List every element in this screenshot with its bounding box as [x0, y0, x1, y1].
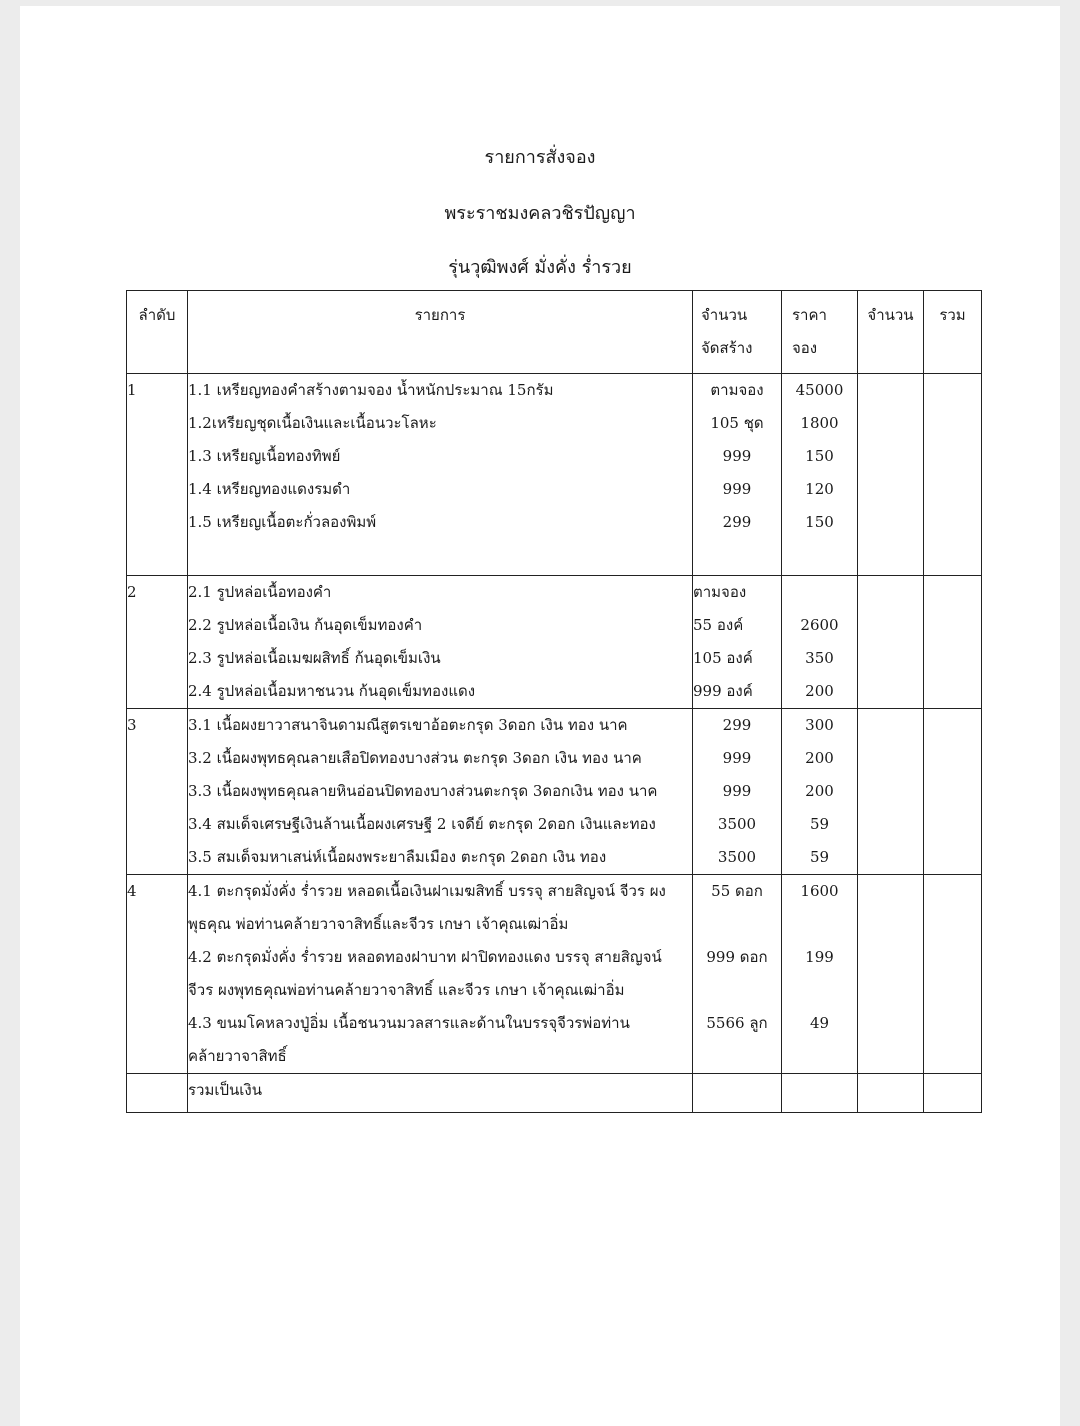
group-price: 300 200 200 59 59 — [782, 709, 858, 875]
list-item: 3.2 เนื้อผงพุทธคุณลายเสือปิดทองบางส่วน ตะกรุด 3ดอก เงิน ทอง นาค — [188, 749, 642, 767]
list-item: 4.3 ขนมโคหลวงปู่อิ่ม เนื้อชนวนมวลสารและด้านในบรรจุจีวรพ่อท่าน — [188, 1014, 630, 1032]
list-item-continued: พุธคุณ พ่อท่านคล้ายวาจาสิทธิ์และจีวร เกษา เจ้าคุณเฒ่าอิ่ม — [188, 915, 569, 933]
header-made: จำนวน จัดสร้าง — [693, 291, 782, 374]
group-number: 3 — [127, 709, 188, 875]
group-made: 55 ดอก 999 ดอก 5566 ลูก — [693, 875, 782, 1074]
qty-cell[interactable] — [858, 374, 924, 576]
order-table — [126, 290, 982, 1113]
header-no: ลำดับ — [127, 291, 188, 374]
header-price: ราคา จอง — [782, 291, 858, 374]
list-item: 2.4 รูปหล่อเนื้อมหาชนวน ก้นอุดเข็มทองแดง — [188, 682, 476, 700]
list-item: 1.2เหรียญชุดเนื้อเงินและเนื้อนวะโลหะ — [188, 414, 437, 432]
sum-cell[interactable] — [924, 875, 982, 1074]
list-item: 2.2 รูปหล่อเนื้อเงิน ก้นอุดเข็มทองคำ — [188, 616, 423, 634]
group-number: 4 — [127, 875, 188, 1074]
list-item: 1.1 เหรียญทองคำสร้างตามจอง น้ำหนักประมาณ 15กรัม — [188, 381, 554, 399]
table-row-group-1 — [127, 374, 982, 576]
list-item: 3.4 สมเด็จเศรษฐีเงินล้านเนื้อผงเศรษฐี 2 เจดีย์ ตะกรุด 2ดอก เงินและทอง — [188, 815, 656, 833]
group-items — [188, 374, 693, 576]
list-item: 1.3 เหรียญเนื้อทองทิพย์ — [188, 447, 341, 465]
list-item-continued: จีวร ผงพุทธคุณพ่อท่านคล้ายวาจาสิทธิ์ และจีวร เกษา เจ้าคุณเฒ่าอิ่ม — [188, 981, 625, 999]
group-items — [188, 709, 693, 875]
group-price: 45000 1800 150 120 150 — [782, 374, 858, 576]
header-qty: จำนวน — [858, 291, 924, 374]
qty-cell[interactable] — [858, 875, 924, 1074]
list-item: 1.5 เหรียญเนื้อตะกั่วลองพิมพ์ — [188, 513, 377, 531]
list-item: 2.3 รูปหล่อเนื้อเมฆผสิทธิ์ ก้นอุดเข็มเงิน — [188, 649, 441, 667]
qty-cell[interactable] — [858, 709, 924, 875]
list-item: 4.2 ตะกรุดมั่งคั่ง ร่ำรวย หลอดทองฝาบาท ฝาปิดทองแดง บรรจุ สายสิญจน์ — [188, 948, 662, 966]
total-row — [127, 1074, 982, 1113]
list-item: 3.5 สมเด็จมหาเสน่ห์เนื้อผงพระยาลืมเมือง ตะกรุด 2ดอก เงิน ทอง — [188, 848, 607, 866]
group-made: ตามจอง 105 ชุด 999 999 299 — [693, 374, 782, 576]
group-number: 1 — [127, 374, 188, 576]
document-series: รุ่นวุฒิพงศ์ มั่งคั่ง ร่ำรวย — [448, 257, 632, 278]
total-qty-cell[interactable] — [858, 1074, 924, 1113]
list-item: 3.1 เนื้อผงยาวาสนาจินดามณีสูตรเขาอ้อตะกรุด 3ดอก เงิน ทอง นาค — [188, 716, 628, 734]
group-price: 2600 350 200 — [782, 576, 858, 709]
document-title: รายการสั่งจอง — [484, 147, 596, 168]
group-made: 299 999 999 3500 3500 — [693, 709, 782, 875]
sum-cell[interactable] — [924, 709, 982, 875]
group-made: ตามจอง 55 องค์ 105 องค์ 999 องค์ — [693, 576, 782, 709]
header-sum: รวม — [924, 291, 982, 374]
sum-cell[interactable] — [924, 576, 982, 709]
group-items — [188, 875, 693, 1074]
list-item: 3.3 เนื้อผงพุทธคุณลายหินอ่อนปิดทองบางส่วนตะกรุด 3ดอกเงิน ทอง นาค — [188, 782, 658, 800]
header-item: รายการ — [188, 291, 693, 374]
group-price: 1600 199 49 — [782, 875, 858, 1074]
group-number: 2 — [127, 576, 188, 709]
list-item: 1.4 เหรียญทองแดงรมดำ — [188, 480, 351, 498]
group-items — [188, 576, 693, 709]
list-item: 4.1 ตะกรุดมั่งคั่ง ร่ำรวย หลอดเนื้อเงินฝาเมฆสิทธิ์ บรรจุ สายสิญจน์ จีวร ผง — [188, 882, 666, 900]
table-row-group-2 — [127, 576, 982, 709]
table-row-group-4 — [127, 875, 982, 1074]
sum-cell[interactable] — [924, 374, 982, 576]
table-header-row — [127, 291, 982, 374]
table-row-group-3 — [127, 709, 982, 875]
list-item-continued: คล้ายวาจาสิทธิ์ — [188, 1047, 287, 1065]
list-item: 2.1 รูปหล่อเนื้อทองคำ — [188, 583, 332, 601]
document-subtitle: พระราชมงคลวชิรปัญญา — [444, 203, 636, 224]
qty-cell[interactable] — [858, 576, 924, 709]
total-sum-cell[interactable] — [924, 1074, 982, 1113]
total-label: รวมเป็นเงิน — [188, 1074, 693, 1113]
